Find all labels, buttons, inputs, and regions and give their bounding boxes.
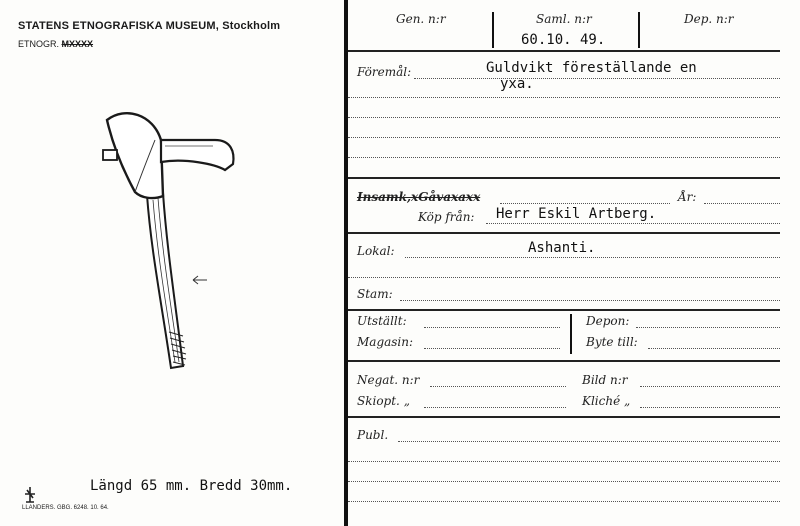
stam-label: Stam: [357, 287, 393, 301]
card-divider [344, 0, 348, 526]
axe-drawing [95, 100, 255, 380]
kop-fran-label: Köp från: [418, 210, 475, 224]
saml-dep-separator [638, 12, 640, 48]
museum-name: STATENS ETNOGRAFISKA MUSEUM, [18, 20, 219, 32]
gen-nr-label: Gen. n:r [396, 12, 446, 26]
skiopt-label: Skiopt. „ [357, 394, 410, 408]
rule-6 [348, 416, 780, 418]
foremal-label: Föremål: [357, 65, 412, 79]
utstallt-dots [424, 327, 560, 328]
stam-dots [400, 300, 780, 301]
kop-fran-value: Herr Eskil Artberg. [496, 206, 657, 222]
depon-dots [636, 327, 780, 328]
utstallt-label: Utställt: [357, 314, 407, 328]
saml-nr-label: Saml. n:r [536, 12, 592, 26]
rule-4 [348, 309, 780, 311]
lokal-dots-1 [405, 257, 780, 258]
gen-saml-separator [492, 12, 494, 48]
acquisition-dots [500, 203, 670, 204]
bild-dots [640, 386, 780, 387]
kop-dots [486, 223, 780, 224]
etnogr-label: ETNOGR. [18, 39, 60, 49]
dep-nr-label: Dep. n:r [684, 12, 734, 26]
storage-separator [570, 314, 572, 354]
museum-city: Stockholm [222, 20, 281, 32]
kliche-label: Kliché „ [582, 394, 631, 408]
publ-dots-1 [398, 441, 780, 442]
byte-till-label: Byte till: [586, 335, 638, 349]
printer-imprint: LLANDERS. GBG. 6248. 10. 64. [22, 505, 109, 511]
rule-1 [348, 50, 780, 52]
lokal-value: Ashanti. [528, 240, 596, 256]
depon-label: Depon: [586, 314, 630, 328]
etnogr-line [18, 39, 93, 49]
acquisition-struck-label: Insamk,xGåvaxaxx [357, 190, 481, 204]
byte-dots [648, 348, 780, 349]
kliche-dots [640, 407, 780, 408]
publ-dots-2 [348, 461, 780, 462]
museum-header [18, 20, 280, 32]
lokal-dots-2 [348, 277, 780, 278]
foremal-dots-4 [348, 137, 780, 138]
saml-nr-value: 60.10. 49. [521, 32, 606, 48]
negat-label: Negat. n:r [357, 373, 420, 387]
magasin-dots [424, 348, 560, 349]
negat-dots [430, 386, 566, 387]
measurements: Längd 65 mm. Bredd 30mm. [90, 478, 293, 494]
foremal-dots-3 [348, 117, 780, 118]
bild-label: Bild n:r [582, 373, 628, 387]
foremal-dots-1 [414, 78, 780, 79]
skiopt-dots [424, 407, 566, 408]
foremal-dots-2 [348, 97, 780, 98]
publ-label: Publ. [357, 428, 389, 442]
rule-5 [348, 360, 780, 362]
publ-dots-3 [348, 481, 780, 482]
year-label: År: [678, 190, 697, 204]
publ-dots-4 [348, 501, 780, 502]
rule-2 [348, 177, 780, 179]
foremal-line2: yxa. [500, 76, 534, 92]
foremal-line1: Guldvikt föreställande en [486, 60, 697, 76]
magasin-label: Magasin: [357, 335, 414, 349]
foremal-dots-5 [348, 157, 780, 158]
rule-3 [348, 232, 780, 234]
year-dots [704, 203, 780, 204]
lokal-label: Lokal: [357, 244, 395, 258]
etnogr-struck: MXXXX [61, 39, 94, 49]
printer-logo-icon [22, 486, 38, 504]
